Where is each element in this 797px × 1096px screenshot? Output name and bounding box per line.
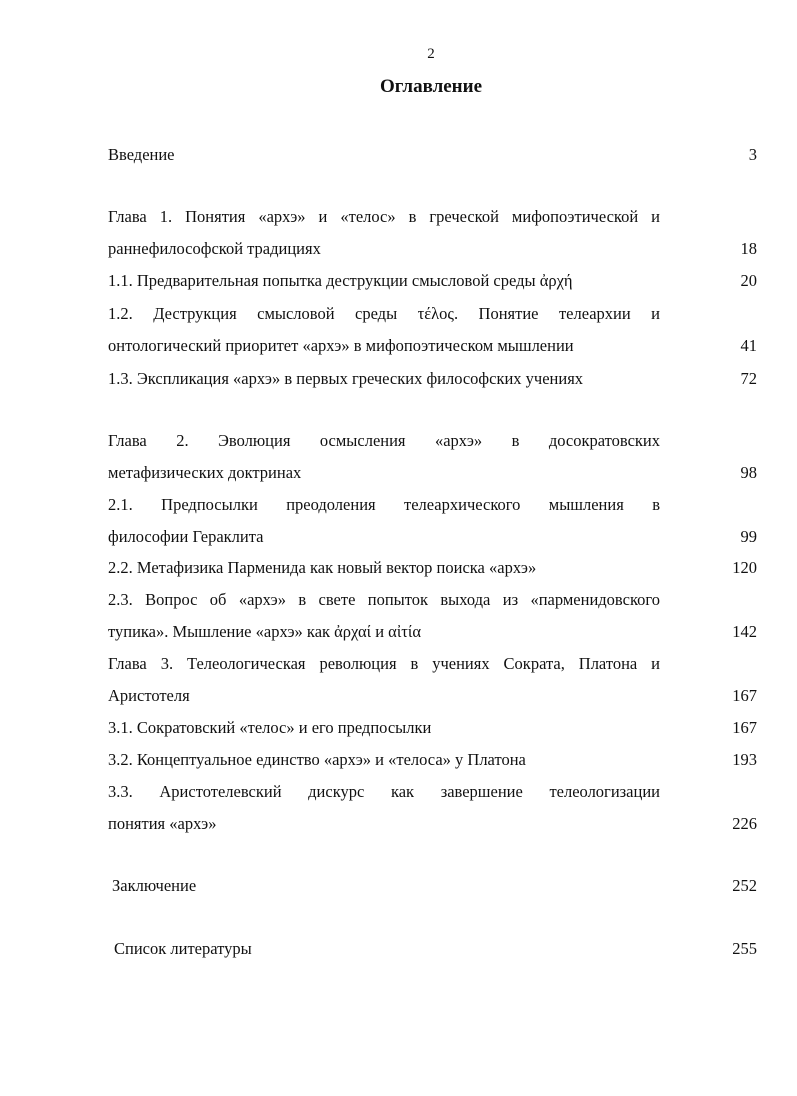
toc-entry-line: 1.1. Предварительная попытка деструкции смысловой среды ἀρχή	[108, 271, 573, 290]
toc-entry-line: Введение	[108, 145, 175, 164]
toc-entry-page: 252	[732, 876, 757, 895]
toc-entry-page: 226	[732, 814, 757, 833]
toc-entry-line: онтологический приоритет «архэ» в мифопоэтическом мышлении	[108, 336, 574, 355]
toc-entry-line: 3.3. Аристотелевский дискурс как завершение телеологизации	[108, 782, 660, 801]
toc-entry-line: 2.1. Предпосылки преодоления телеархического мышления в	[108, 495, 660, 514]
toc-entry-page: 255	[732, 939, 757, 958]
toc-entry-line: 3.1. Сократовский «телос» и его предпосылки	[108, 718, 432, 737]
toc-entry-page: 167	[732, 718, 757, 737]
toc-entry-page: 142	[732, 622, 757, 641]
toc-entry-page: 3	[748, 145, 757, 164]
toc-entry-line: Заключение	[112, 876, 197, 895]
toc-entry-page: 167	[732, 686, 757, 705]
toc-entry-line: 1.3. Экспликация «архэ» в первых греческих философских учениях	[108, 369, 584, 388]
toc-entry-page: 99	[740, 527, 757, 546]
toc-entry-line: метафизических доктринах	[108, 463, 302, 482]
toc-entry-line: Аристотеля	[108, 686, 190, 705]
toc-entry-line: философии Гераклита	[108, 527, 264, 546]
toc-entry-page: 18	[740, 239, 757, 258]
page-title: Оглавление	[379, 76, 483, 97]
toc-entry-line: понятия «архэ»	[108, 814, 217, 833]
toc-entry-line: тупика». Мышление «архэ» как ἀρχαί и αἰτία	[108, 622, 421, 641]
toc-entry-page: 98	[740, 463, 757, 482]
toc-entry-line: 2.2. Метафизика Парменида как новый вектор поиска «архэ»	[108, 558, 537, 577]
toc-entry-line: раннефилософской традициях	[108, 239, 321, 258]
toc-entry-line: 2.3. Вопрос об «архэ» в свете попыток выхода из «парменидовского	[108, 590, 660, 609]
toc-entry-page: 193	[732, 750, 757, 769]
toc-entry-page: 120	[732, 558, 757, 577]
toc-entry-page: 72	[740, 369, 757, 388]
toc-entry-line: Глава 1. Понятия «архэ» и «телос» в греческой мифопоэтической и	[108, 207, 660, 226]
toc-entry-line: Глава 3. Телеологическая революция в учениях Сократа, Платона и	[108, 654, 660, 673]
toc-entry-line: Список литературы	[114, 939, 252, 958]
page-number: 2	[427, 46, 435, 62]
toc-entry-page: 20	[740, 271, 757, 290]
toc-entry-line: 3.2. Концептуальное единство «архэ» и «телоса» у Платона	[108, 750, 526, 769]
toc-entry-page: 41	[740, 336, 757, 355]
toc-entry-line: Глава 2. Эволюция осмысления «архэ» в досократовских	[108, 431, 660, 450]
toc-entry-line: 1.2. Деструкция смысловой среды τέλος. Понятие телеархии и	[108, 304, 660, 323]
